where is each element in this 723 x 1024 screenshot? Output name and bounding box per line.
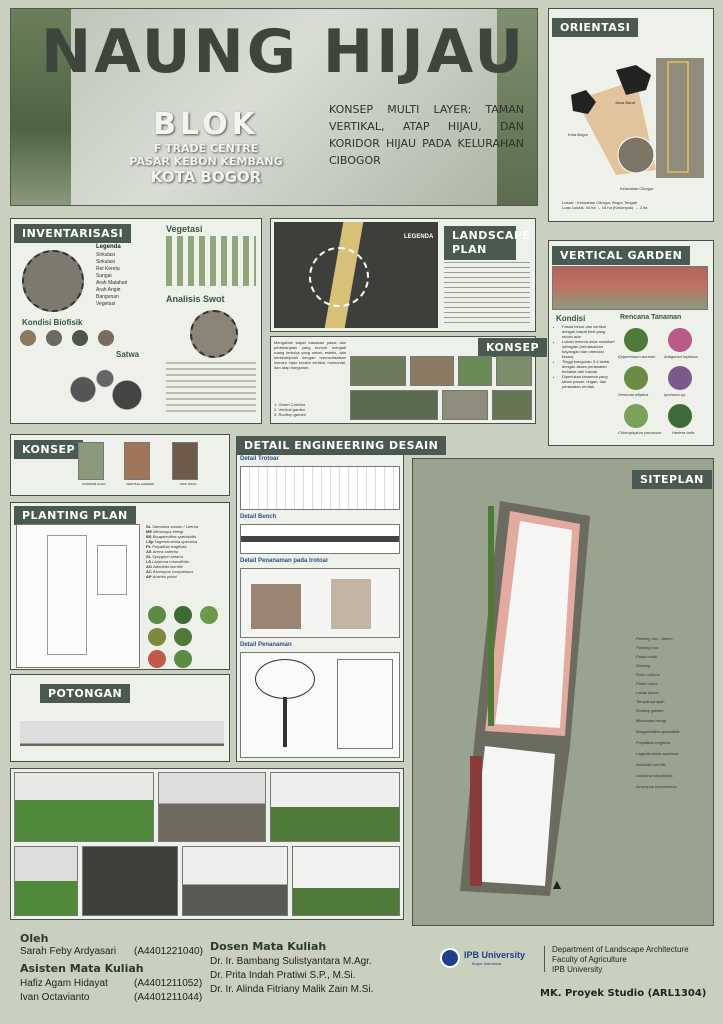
konsep-left-diagrams (76, 442, 226, 492)
landscape-plan-heading: LANDSCAPE PLAN (444, 226, 516, 260)
dept-line: Department of Landscape Architecture (552, 945, 689, 954)
konsep-diagram-label: ATAP HIJAU (179, 482, 197, 486)
siteplan-legend-item: Planting box - bench (636, 636, 673, 641)
satwa-illustration (50, 362, 160, 417)
planting-code: ME Mimusops elengi (146, 529, 184, 534)
credits-oleh-name: Sarah Feby Ardyasari (20, 946, 117, 957)
render-image (14, 846, 78, 916)
render-grid (14, 772, 400, 916)
detail-penanaman-trotoar-drawing (240, 568, 400, 638)
legend-item: Arah Matahari (96, 280, 128, 286)
ipb-logo-icon (440, 948, 460, 968)
sign-line-4: KOTA BOGOR (150, 168, 262, 186)
siteplan-legend-item: Bougainvillea spectabilis (636, 729, 680, 734)
siteplan-legend-item: Gedung (636, 663, 651, 668)
siteplan-legend-item: Rooftop garden (636, 708, 664, 713)
planting-code: SL Samanea saman / Lkerna (146, 524, 199, 529)
konsep-diagram-label: KORIDOR HIJAU (82, 482, 106, 486)
inventarisasi-legend (96, 252, 156, 308)
konsep-list-item: 3. Rooftop garden (274, 412, 307, 417)
credits-asisten-title: Asisten Mata Kuliah (20, 962, 144, 975)
detail-bench-drawing (240, 524, 400, 554)
legend-item: Bangunan (96, 294, 119, 300)
konsep-list-item: 2. Vertical garden (274, 407, 306, 412)
render-image (158, 772, 266, 842)
siteplan-legend-item: Lagerstroemia speciosa (636, 751, 679, 756)
konsep-right-heading: KONSEP (478, 338, 547, 357)
swot-map (190, 310, 238, 358)
plant-grid (618, 326, 710, 440)
credits-dosen-name: Dr. Ir. Alinda Fitriany Malik Zain M.Si. (210, 984, 374, 995)
vertical-garden-photo (552, 266, 708, 310)
siteplan-legend-item: Mimusops elengi (636, 718, 667, 723)
render-image (292, 846, 400, 916)
planting-code-list (146, 524, 226, 579)
north-arrow-icon: ▲ (550, 876, 564, 892)
sign-block (111, 107, 301, 186)
planting-plan-drawing (16, 524, 140, 668)
kondisi-biofisik-heading: Kondisi Biofisik (22, 318, 83, 327)
siteplan-legend-item: Livistona rotundifolia (636, 773, 673, 778)
inventarisasi-map (22, 250, 84, 312)
orientasi-caption: Lokasi : Kelurahan Cibogor, Bogor Tengah Luas Lokasi: 44 ha → 16 ha (Kelompok) → 3 ha (562, 200, 648, 210)
plant-photo-grid (148, 606, 226, 668)
konsep-right-photos (350, 356, 532, 420)
legend-item: Arah Angin (96, 287, 121, 293)
rencana-title: Rencana Tanaman (620, 314, 682, 321)
siteplan-legend-item: Parkir motor (636, 681, 658, 686)
siteplan-legend-item: Ruko outdoor (636, 672, 661, 677)
planting-code: PL Polyalthia longifolia (146, 544, 187, 549)
plant-label: Antigonon leptosus (664, 354, 699, 359)
orientasi-label-jawa: Jawa Barat (615, 100, 636, 105)
potongan-drawing (20, 706, 224, 756)
ipb-sub: Bogor Indonesia (472, 961, 502, 966)
planting-code: AS Areca catechu (146, 549, 179, 554)
credits-asisten-name: Hafiz Agam Hidayat (20, 978, 108, 989)
siteplan-legend-item: Planting box (636, 645, 659, 650)
render-image (14, 772, 154, 842)
planting-code: AP Arachis pintoi (146, 574, 177, 579)
orientasi-map (556, 50, 706, 190)
planting-code: LSp Lagerstroemia speciosa (146, 539, 198, 544)
siteplan-heading: SITEPLAN (632, 470, 712, 489)
kondisi-item: • Lokasi terkena sinar matahari sebagian (berdasarkan bayangan dan orientasi fasad). (562, 339, 616, 359)
potongan-heading: POTONGAN (40, 684, 130, 703)
konsep-right-text: Mengubah wajah kawasan pasar dan perbelanjaan yang kumuh menjadi ruang terbuka yang sehat, estetis, dan berkelanjutan dengan memanfaatkan elemen hijau secara vertikal, horizontal, dan atap bangunan. (274, 340, 346, 370)
sign-line-1: BLOK (153, 107, 259, 142)
siteplan-legend-item: Adonidia merrillii (636, 762, 666, 767)
credits-asisten-name: Ivan Octavianto (20, 992, 90, 1003)
ipb-name: IPB University (464, 950, 526, 960)
plant-label: Vernonia elliptica (618, 392, 649, 397)
siteplan-legend-item: Axonopus compressus (636, 784, 677, 789)
hero-banner (10, 8, 538, 206)
plant-label: Hedera helix (672, 430, 695, 435)
inventarisasi-heading: INVENTARISASI (14, 224, 131, 243)
dept-line: IPB University (552, 965, 603, 974)
swot-notes (166, 362, 256, 416)
credits-dosen-name: Dr. Ir. Bambang Sulistyantara M.Agr. (210, 956, 372, 967)
kondisi-item: • Diperlukan tanaman yang tahan panas, ringan, dan perawatan rendah. (562, 374, 616, 389)
swot-heading: Analisis Swot (166, 294, 225, 304)
siteplan-legend-item: Parkir mobil (636, 654, 658, 659)
dept-line: Faculty of Agriculture (552, 955, 627, 964)
kondisi-photos (20, 330, 120, 346)
render-image (82, 846, 178, 916)
landscape-plan-legend-list (444, 262, 530, 326)
konsep-left-heading: KONSEP (14, 440, 83, 459)
orientasi-heading: ORIENTASI (552, 18, 638, 37)
konsep-right-list (274, 402, 346, 417)
credits-asisten-nim: (A4401211044) (134, 992, 203, 1003)
siteplan-drawing (440, 496, 620, 906)
legend-item: Sirkulasi (96, 259, 115, 265)
siteplan-legend-item: Polyalthia longifolia (636, 740, 671, 745)
poster-title: NAUNG HIJAU (41, 17, 527, 87)
kondisi-item: • Tinggi bangunan 3-4 lantai, dengan akses perawatan terbatas dari bawah. (562, 359, 616, 374)
legend-item: Sirkulasi (96, 252, 115, 258)
satwa-heading: Satwa (116, 350, 140, 359)
sign-line-3: PASAR KEBON KEMBANG (129, 155, 283, 168)
planting-plan-heading: PLANTING PLAN (14, 506, 136, 525)
siteplan-legend (636, 634, 710, 792)
kondisi-item: • Fasad besar dan vertikal dengan kawat besi yang sudah ada (562, 324, 616, 339)
detail-trotoar-drawing (240, 466, 400, 510)
kondisi-list (556, 324, 616, 389)
planting-code: SL Syzygium oleana (146, 554, 183, 559)
detail-trotoar-title: Detail Trotoar (240, 456, 279, 462)
credits-dosen-title: Dosen Mata Kuliah (210, 940, 327, 953)
orientasi-label-bogor: Kota Bogor (568, 132, 589, 137)
landscape-plan-legend-title: LEGENDA (404, 234, 434, 240)
course-name: MK. Proyek Studio (ARL1304) (540, 988, 707, 999)
ipb-divider (544, 946, 545, 972)
render-image (182, 846, 288, 916)
legend-title: Legenda (96, 244, 121, 250)
credits-dosen-name: Dr. Prita Indah Pratiwi S.P., M.Si. (210, 970, 356, 981)
credits-oleh-nim: (A4401221040) (134, 946, 203, 957)
plant-label: Chlorophytum comosum (618, 430, 662, 435)
orientasi-label-kel: Kelurahan Cibogor (620, 186, 654, 191)
planting-code: BS Bougainvillea spectabilis (146, 534, 197, 539)
detail-heading: DETAIL ENGINEERING DESAIN (236, 436, 446, 455)
orientasi-map-svg (556, 50, 706, 190)
planting-code: AO Adonidia merrillii (146, 564, 183, 569)
kondisi-title: Kondisi (556, 314, 586, 323)
legend-item: Rel Kereta (96, 266, 120, 272)
detail-penanaman-title: Detail Penanaman (240, 642, 292, 648)
legend-item: Sungai (96, 273, 112, 279)
vegetasi-heading: Vegetasi (166, 224, 203, 234)
konsep-diagram-label: VERTIKAL GARDEN (125, 482, 154, 486)
render-image (270, 772, 400, 842)
vegetasi-grid (166, 236, 256, 286)
credits-oleh-title: Oleh (20, 932, 49, 945)
planting-code: LS Livistona rotundifolia (146, 559, 189, 564)
sign-line-2: F TRADE CENTRE (153, 142, 259, 155)
detail-bench-title: Detail Bench (240, 514, 277, 520)
detail-penanaman-drawing (240, 652, 400, 758)
planting-code: AC Axonopus compressus (146, 569, 194, 574)
credits-asisten-nim: (A4401211052) (134, 978, 203, 989)
plant-label: Epipremnum aureum (618, 354, 656, 359)
detail-penanaman-trotoar-title: Detail Penanaman pada trotoar (240, 558, 329, 564)
konsep-list-item: 1. Green Corridor (274, 402, 306, 407)
legend-item: Vegetasi (96, 301, 116, 307)
plant-label: Ipomoea sp. (664, 392, 687, 397)
siteplan-legend-item: Tempat sampah (636, 699, 665, 704)
poster-subtitle: KONSEP MULTI LAYER: TAMAN VERTIKAL, ATAP HIJAU, DAN KORIDOR HIJAU PADA KELURAHAN CIBOGOR (329, 103, 524, 167)
vertical-garden-heading: VERTICAL GARDEN (552, 246, 690, 265)
siteplan-legend-item: Lantai kantor (636, 690, 660, 695)
